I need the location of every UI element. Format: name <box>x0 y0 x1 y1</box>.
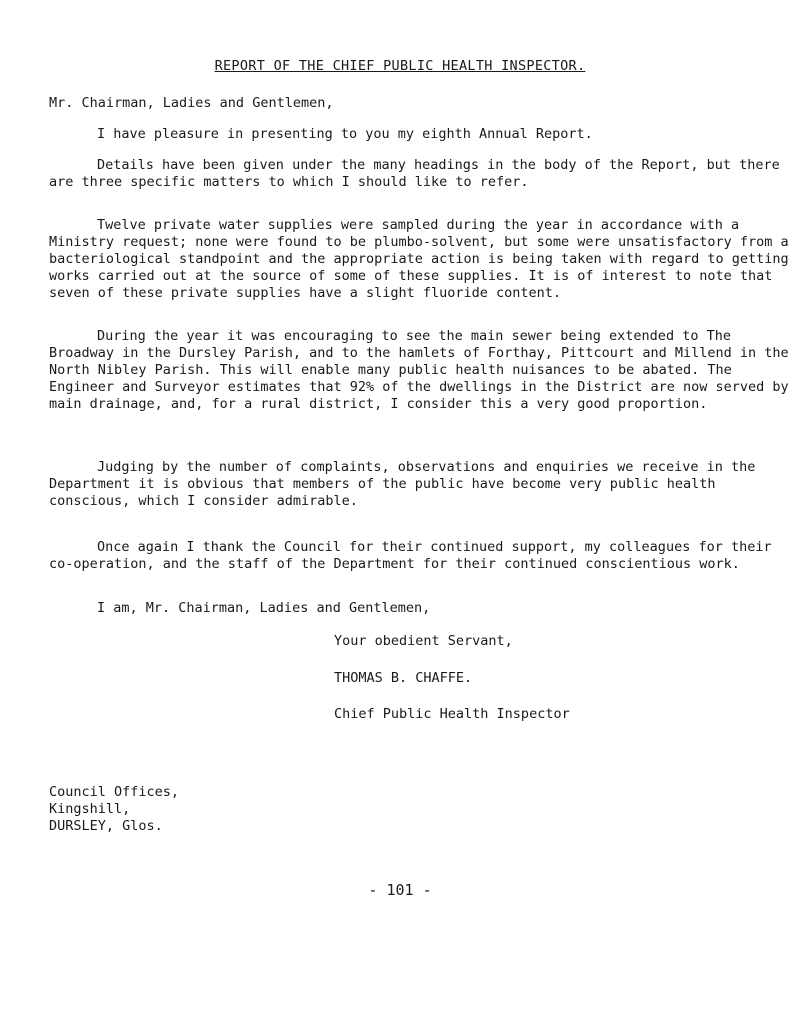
address-line: DURSLEY, Glos. <box>49 818 163 834</box>
salutation: Mr. Chairman, Ladies and Gentlemen, <box>49 95 334 111</box>
paragraph-water-supplies: Twelve private water supplies were sampled during the year in accordance with a Ministry request; none were found to be plumbo-solvent, but some were unsatisfactory from a bacteriological standpoint and the appropriate action is being taken with regard to getting works carried out at the source of some of these supplies. It is of interest to note that seven of these private supplies have a slight fluoride content. <box>49 217 789 301</box>
report-title: REPORT OF THE CHIEF PUBLIC HEALTH INSPECTOR. <box>214 58 586 74</box>
signoff: Your obedient Servant, <box>334 633 513 649</box>
paragraph-thanks: Once again I thank the Council for their continued support, my colleagues for their co-operation, and the staff of the Department for their continued conscientious work. <box>49 539 772 572</box>
closing-line: I am, Mr. Chairman, Ladies and Gentlemen, <box>97 600 431 616</box>
signatory-name: THOMAS B. CHAFFE. <box>334 670 473 686</box>
signatory-role: Chief Public Health Inspector <box>334 706 570 722</box>
paragraph-details: Details have been given under the many headings in the body of the Report, but there are three specific matters to which I should like to refer. <box>49 157 780 190</box>
address-block <box>49 784 179 835</box>
paragraph-complaints: Judging by the number of complaints, observations and enquiries we receive in the Department it is obvious that members of the public have become very public health conscious, which I consider admirable. <box>49 459 756 509</box>
paragraph-sewer: During the year it was encouraging to see the main sewer being extended to The Broadway in the Dursley Parish, and to the hamlets of Forthay, Pittcourt and Millend in the North Nibley Parish. This will enable many public health nuisances to be abated. The Engineer and Surveyor estimates that 92% of the dwellings in the District are now served by main drainage, and, for a rural district, I consider this a very good proportion. <box>49 328 789 412</box>
paragraph-intro: I have pleasure in presenting to you my eighth Annual Report. <box>97 126 593 142</box>
address-line: Kingshill, <box>49 801 131 817</box>
address-line: Council Offices, <box>49 784 180 800</box>
page-number: - 101 - <box>368 881 432 899</box>
